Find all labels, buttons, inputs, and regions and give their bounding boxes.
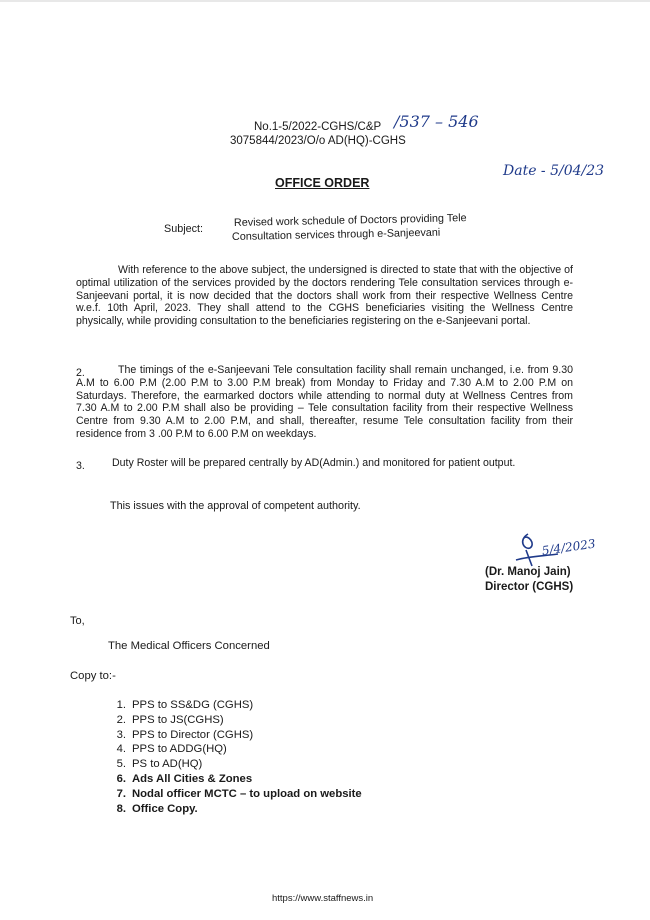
list-item bbox=[104, 698, 362, 713]
subject-line-1: Revised work schedule of Doctors providing Tele bbox=[233, 212, 467, 229]
signature-date-scribble: 5/4/2023 bbox=[541, 536, 597, 558]
list-item bbox=[104, 728, 362, 743]
list-text: PPS to Director (CGHS) bbox=[132, 728, 254, 741]
paragraph-2-number: 2. bbox=[76, 367, 85, 379]
list-text: PPS to ADDG(HQ) bbox=[132, 743, 227, 756]
paragraph-3: Duty Roster will be prepared centrally by AD(Admin.) and monitored for patient output. bbox=[112, 457, 516, 469]
list-item bbox=[104, 757, 362, 772]
list-number: 4. bbox=[116, 743, 126, 756]
list-number: 7. bbox=[116, 787, 126, 800]
approval-note: This issues with the approval of competent authority. bbox=[110, 500, 361, 512]
copy-to-list bbox=[104, 698, 362, 816]
scan-edge bbox=[0, 0, 650, 2]
list-text: PS to AD(HQ) bbox=[132, 758, 203, 771]
handwritten-date: Date - 5/04/23 bbox=[503, 163, 605, 179]
signatory-name: (Dr. Manoj Jain) bbox=[485, 566, 571, 578]
handwritten-reference-range: /537 – 546 bbox=[394, 112, 479, 131]
list-text: PPS to JS(CGHS) bbox=[132, 713, 224, 726]
file-number: 3075844/2023/O/o AD(HQ)-CGHS bbox=[230, 135, 406, 147]
paragraph-1: With reference to the above subject, the undersigned is directed to state that with the objective of optimal utilization of the services provided by the doctors rendering Tele consultation services through e-Sanjeevani portal, it is now decided that the doctors shall work from their respective Wellness Centre w.e.f. 10th April, 2023. They shall attend to the CGHS beneficiaries visiting the Wellness Centre physically, while providing consultation to the beneficiaries registering on the e-Sanjeevani portal. bbox=[76, 264, 573, 328]
addressee: The Medical Officers Concerned bbox=[108, 640, 270, 652]
list-number: 2. bbox=[116, 713, 126, 726]
list-number: 6. bbox=[116, 772, 126, 785]
list-item bbox=[104, 772, 362, 787]
subject-label: Subject: bbox=[164, 223, 204, 235]
to-label: To, bbox=[70, 615, 85, 627]
list-number: 5. bbox=[116, 758, 126, 771]
signatory-designation: Director (CGHS) bbox=[485, 581, 574, 593]
list-item bbox=[104, 787, 362, 802]
footer-url[interactable]: https://www.staffnews.in bbox=[272, 893, 374, 904]
list-item bbox=[104, 742, 362, 757]
reference-number: No.1-5/2022-CGHS/C&P bbox=[254, 121, 382, 133]
list-text: Ads All Cities & Zones bbox=[132, 772, 253, 785]
list-text: PPS to SS&DG (CGHS) bbox=[132, 699, 254, 711]
paragraph-3-number: 3. bbox=[76, 460, 85, 472]
list-number: 3. bbox=[116, 728, 126, 741]
list-text: Nodal officer MCTC – to upload on website bbox=[132, 787, 362, 800]
subject-line-2: Consultation services through e-Sanjeevani bbox=[231, 226, 441, 243]
list-item bbox=[104, 802, 362, 817]
paragraph-2: The timings of the e-Sanjeevani Tele consultation facility shall remain unchanged, i.e. from 9.30 A.M to 6.00 P.M (2.00 P.M to 3.00 P.M break) from Monday to Friday and 7.30 A.M to 2.00 P.M on Saturdays. Therefore, the earmarked doctors while attending to normal duty at Wellness Centres from 7.30 A.M to 2.00 P.M shall also be providing – Tele consultation facility from their respective Wellness Centre from 9.30 A.M to 2.00 P.M, and shall, thereafter, resume Tele consultation facility from their residence from 3 .00 P.M to 6.00 P.M on weekdays. bbox=[76, 364, 573, 440]
list-item bbox=[104, 713, 362, 728]
page-title: OFFICE ORDER bbox=[275, 176, 370, 190]
list-number: 8. bbox=[116, 802, 126, 815]
list-number: 1. bbox=[116, 699, 126, 711]
copy-to-label: Copy to:- bbox=[70, 670, 116, 682]
list-text: Office Copy. bbox=[132, 802, 198, 815]
